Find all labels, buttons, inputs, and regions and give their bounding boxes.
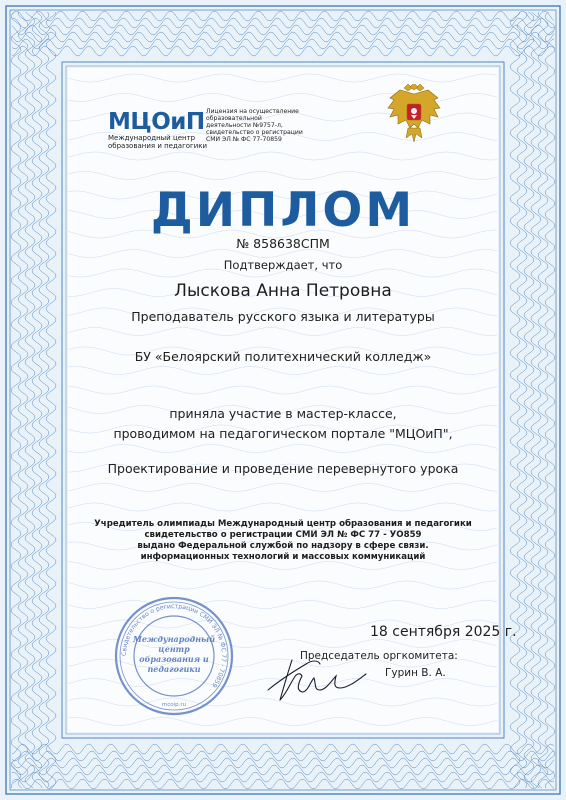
stamp-bottom-text: mcoip.ru bbox=[161, 702, 187, 708]
stamp-line-4: педагогики bbox=[147, 664, 201, 674]
logo-subtitle: Международный центр образования и педагогики bbox=[108, 134, 208, 150]
chairman-label: Председатель оргкомитета: bbox=[300, 650, 458, 662]
stamp-line-1: Международный bbox=[132, 634, 216, 644]
founder-line-1: Учредитель олимпиады Международный центр образования и педагогики bbox=[94, 519, 472, 529]
chairman-name: Гурин В. А. bbox=[385, 667, 446, 679]
handwritten-signature bbox=[262, 650, 372, 710]
founder-line-4: информационных технологий и массовых коммуникаций bbox=[140, 552, 426, 562]
recipient-name: Лыскова Анна Петровна bbox=[174, 281, 392, 301]
founder-line-3: выдано Федеральной службой по надзору в сфере связи. bbox=[137, 541, 429, 551]
participation-line-2: проводимом на педагогическом портале "МЦОиП", bbox=[113, 426, 453, 441]
stamp-line-3: образования и bbox=[139, 654, 209, 664]
license-text: Лицензия на осуществление образовательной деятельности №9757-л, свидетельство о регистрации СМИ ЭЛ № ФС 77-70859 bbox=[206, 108, 303, 143]
issue-date: 18 сентября 2025 г. bbox=[370, 624, 517, 640]
recipient-position: Преподаватель русского языка и литературы bbox=[131, 309, 435, 324]
founder-line-2: свидетельство о регистрации СМИ ЭЛ № ФС 77 - УО859 bbox=[144, 530, 422, 540]
organization-name: БУ «Белоярский политехнический колледж» bbox=[134, 349, 432, 364]
participation-line-1: приняла участие в мастер-классе, bbox=[169, 406, 397, 421]
russian-coat-of-arms-icon bbox=[386, 84, 442, 146]
event-topic: Проектирование и проведение перевернутого урока bbox=[107, 461, 459, 476]
logo-wordmark: МЦОиП bbox=[108, 109, 205, 135]
stamp-ring-text: Свидетельство о регистрации СМИ ЭЛ № ФС 77 - 70859 bbox=[120, 602, 228, 689]
organization-stamp bbox=[112, 594, 236, 718]
stamp-line-2: центр bbox=[158, 644, 190, 654]
confirms-text: Подтверждает, что bbox=[223, 258, 343, 272]
diploma-number: № 858638СПМ bbox=[236, 236, 330, 251]
diploma-title: ДИПЛОМ bbox=[150, 183, 416, 238]
